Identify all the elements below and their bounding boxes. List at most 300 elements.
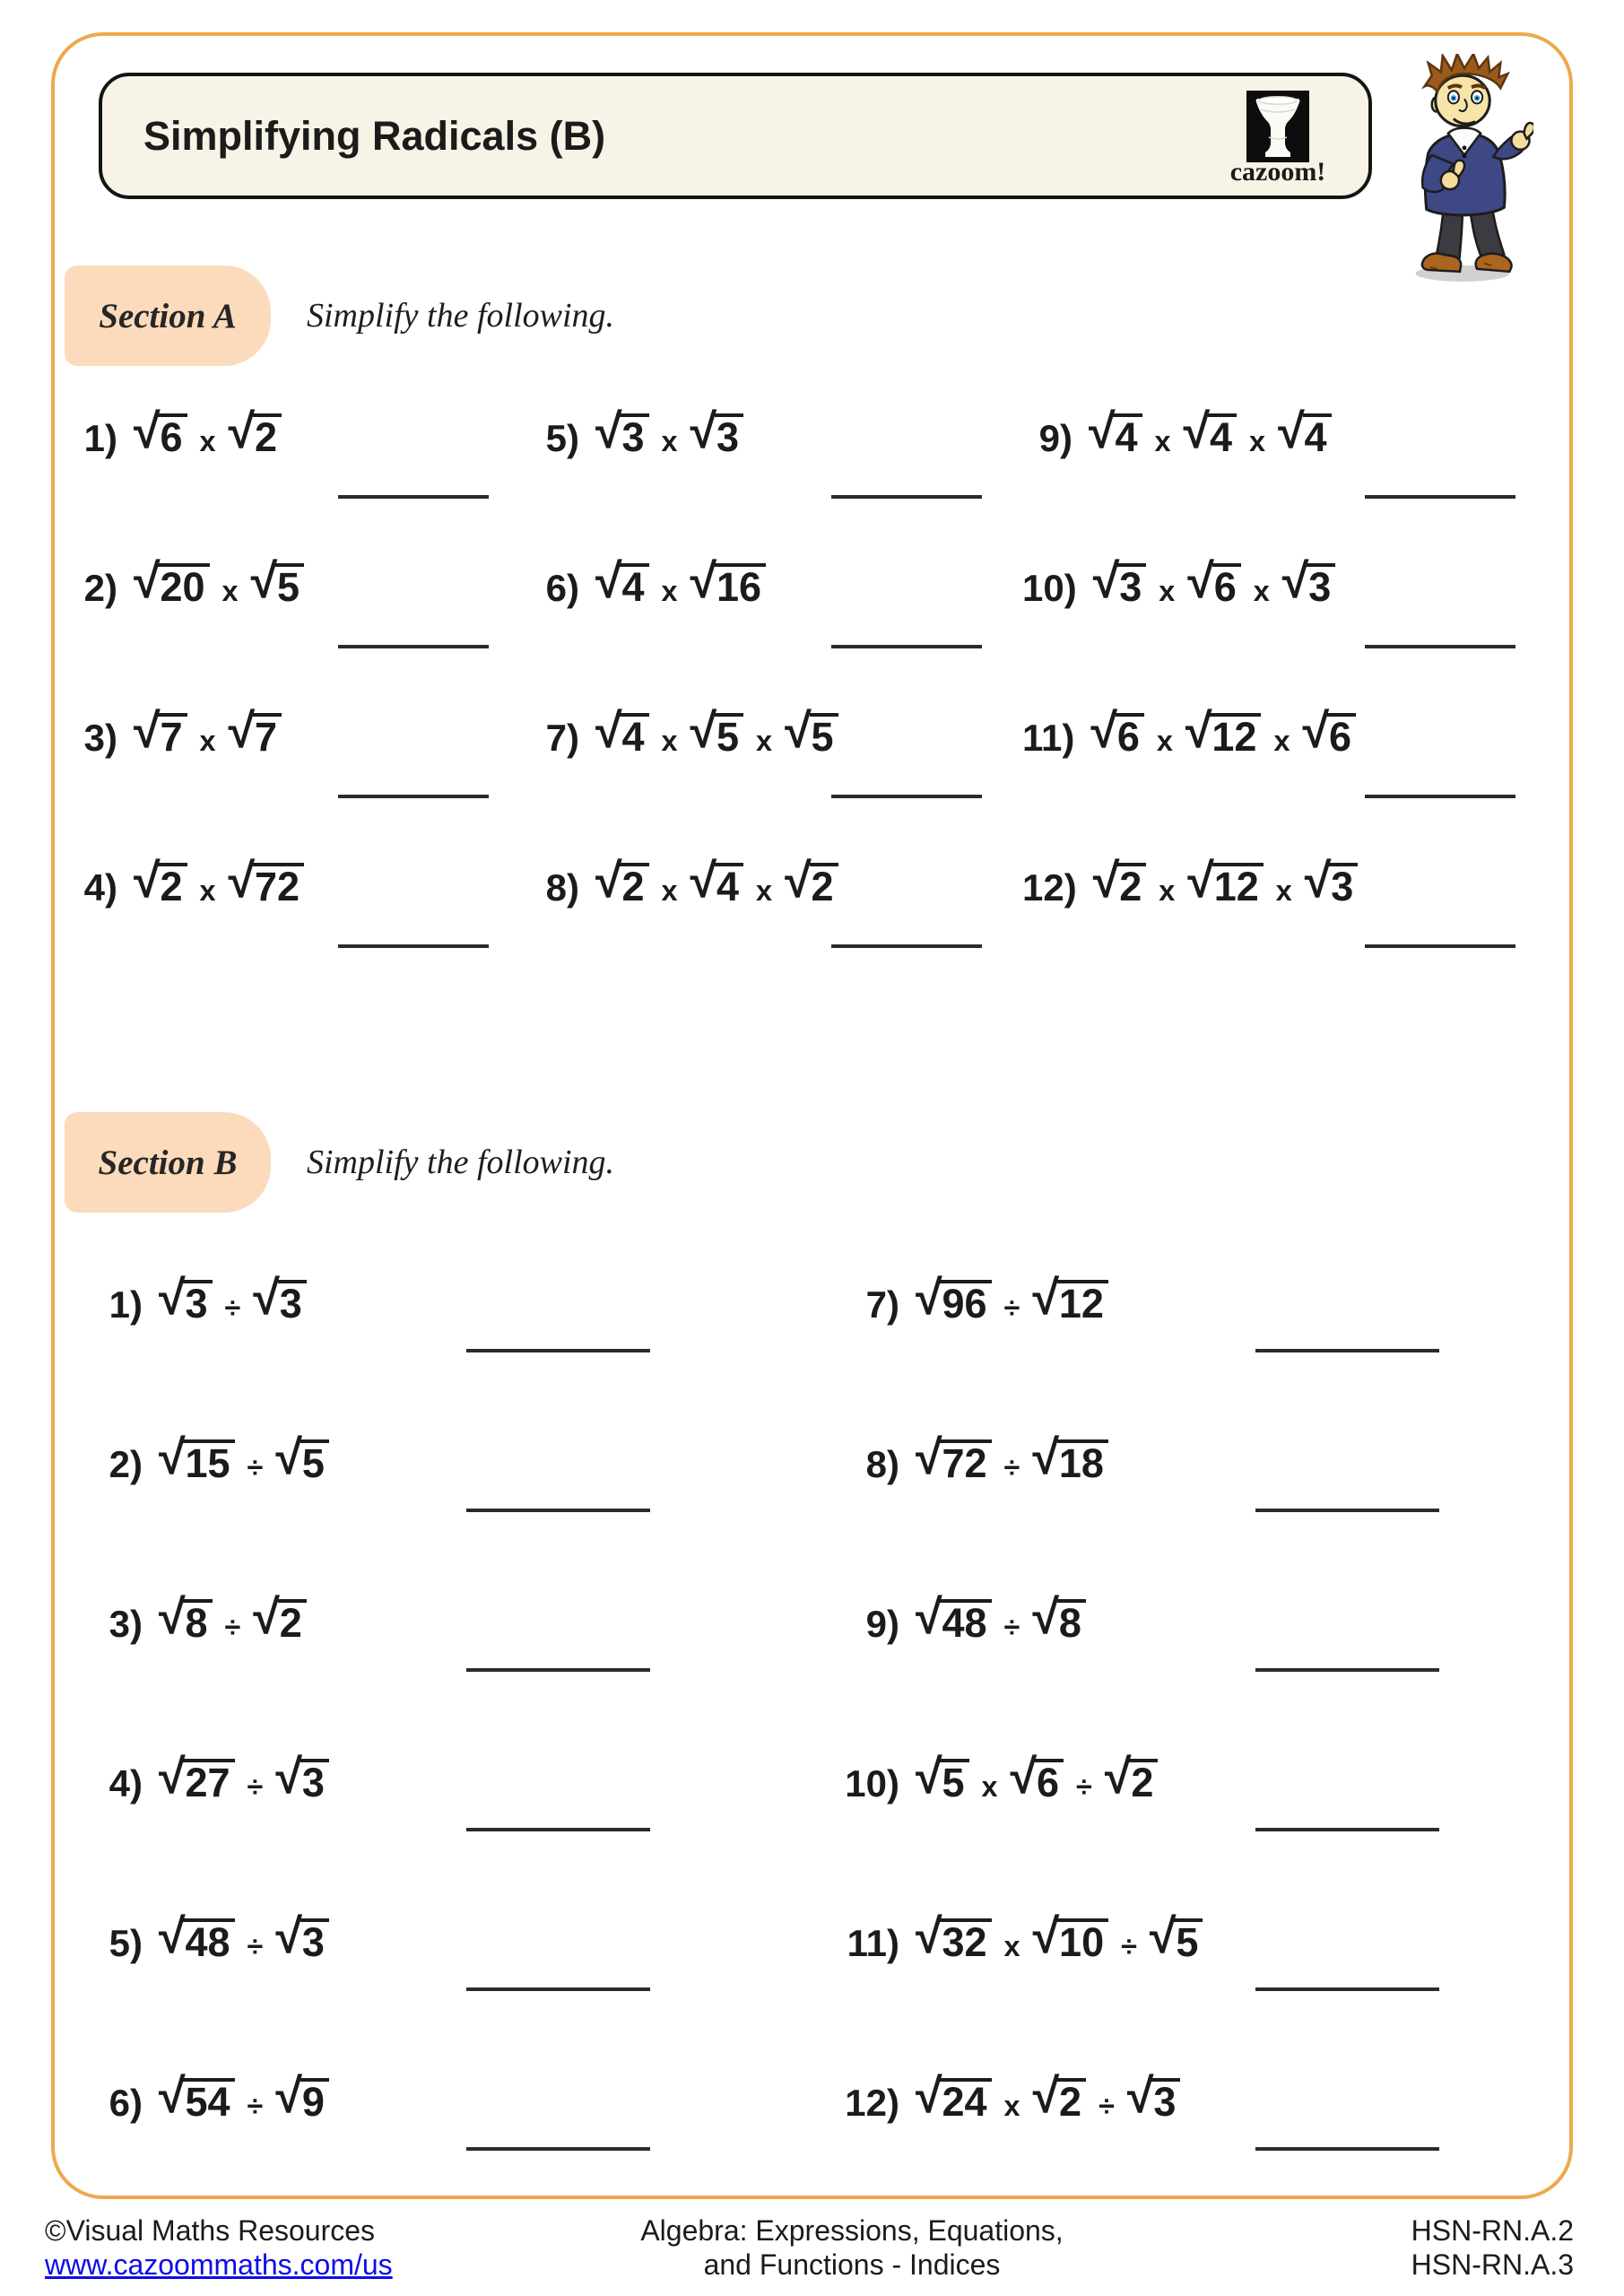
radicand: 6	[1035, 1759, 1064, 1803]
divide-operator: ÷	[247, 1770, 264, 1803]
problem-statement	[103, 1272, 812, 1326]
problem-expression	[595, 404, 743, 460]
problems-column	[67, 405, 529, 1004]
radicand: 6	[158, 413, 187, 457]
answer-line[interactable]	[1365, 645, 1515, 648]
radical-term	[1302, 703, 1356, 760]
problem-number: 7)	[865, 1283, 899, 1326]
radical-term	[228, 703, 282, 760]
radical-term	[159, 1909, 235, 1965]
radical-sign-icon: √	[134, 853, 161, 908]
multiply-operator: x	[1156, 725, 1173, 757]
problem-expression	[916, 1270, 1108, 1326]
multiply-operator: x	[199, 725, 216, 757]
radical-term	[916, 1270, 992, 1326]
standard-code-2: HSN-RN.A.3	[1411, 2248, 1574, 2281]
radical-sign-icon: √	[916, 1909, 942, 1963]
radicand: 4	[1208, 413, 1237, 457]
radical-sign-icon: √	[1089, 404, 1116, 458]
radical-sign-icon: √	[690, 553, 717, 608]
radicand: 2	[1129, 1759, 1158, 1803]
multiply-operator: x	[1253, 575, 1270, 607]
multiply-operator: x	[661, 575, 678, 607]
section-a-problems	[67, 405, 1556, 1004]
multiply-operator: x	[661, 725, 678, 757]
problem-number: 6)	[545, 567, 579, 609]
problem-expression	[1092, 553, 1336, 610]
radical-sign-icon: √	[1092, 553, 1120, 608]
radicand: 2	[620, 863, 648, 907]
radical-sign-icon: √	[1032, 1430, 1059, 1484]
radical-term	[595, 703, 649, 760]
answer-line[interactable]	[1255, 1509, 1439, 1512]
problem	[812, 2070, 1556, 2230]
problem-expression	[1089, 404, 1332, 460]
radical-term	[1032, 2068, 1087, 2125]
problem-number: 9)	[1038, 417, 1073, 459]
divide-operator: ÷	[224, 1292, 241, 1324]
problem	[812, 1591, 1556, 1751]
radical-term	[690, 404, 744, 460]
radical-term	[1032, 1589, 1086, 1646]
radicand: 2	[158, 863, 187, 907]
radicand: 5	[715, 713, 743, 757]
radical-sign-icon: √	[916, 1589, 942, 1644]
radicand: 2	[1117, 863, 1146, 907]
problem-number: 11)	[1022, 717, 1075, 759]
problem-expression	[159, 2068, 329, 2125]
radical-term	[690, 853, 744, 909]
multiply-operator: x	[756, 725, 773, 757]
radicand: 72	[940, 1439, 991, 1483]
problem	[103, 1272, 812, 1431]
radical-sign-icon: √	[1032, 1909, 1060, 1963]
radical-term	[228, 853, 305, 909]
radical-term	[1104, 1749, 1159, 1805]
radical-term	[275, 1909, 329, 1965]
problem	[1022, 555, 1556, 705]
problems-column	[529, 405, 1022, 1004]
problem-expression	[159, 1589, 307, 1646]
radical-sign-icon: √	[134, 703, 161, 758]
radicand: 2	[810, 863, 838, 907]
radical-term	[250, 553, 305, 610]
problem-statement	[1022, 855, 1556, 909]
radicand: 9	[300, 2078, 329, 2122]
radical-sign-icon: √	[1032, 1589, 1059, 1644]
problem-number: 12)	[845, 2082, 899, 2124]
multiply-operator: x	[1003, 2090, 1020, 2122]
radical-term	[1032, 1909, 1109, 1965]
radical-term	[916, 2068, 992, 2125]
radical-sign-icon: √	[1304, 853, 1332, 908]
problem-statement	[67, 405, 529, 460]
radical-term	[916, 1909, 992, 1965]
problem	[103, 1591, 812, 1751]
radicand: 54	[183, 2078, 234, 2122]
radical-sign-icon: √	[690, 404, 717, 458]
radicand: 7	[253, 713, 282, 757]
answer-line[interactable]	[1255, 1668, 1439, 1672]
answer-line[interactable]	[1255, 1349, 1439, 1352]
problem-statement	[103, 2070, 812, 2125]
radical-term	[1185, 703, 1262, 760]
radical-sign-icon: √	[916, 1430, 942, 1484]
problem-number: 7)	[545, 717, 579, 759]
problem-number: 4)	[109, 1762, 143, 1805]
radical-term	[275, 1749, 329, 1805]
radical-sign-icon: √	[916, 2068, 942, 2123]
problem	[67, 555, 529, 705]
radicand: 15	[183, 1439, 234, 1483]
radicand: 3	[1151, 2078, 1180, 2122]
problem	[1022, 705, 1556, 855]
radical-sign-icon: √	[1302, 703, 1330, 758]
problem-expression	[595, 553, 766, 610]
radicand: 5	[810, 713, 838, 757]
radical-sign-icon: √	[159, 1909, 186, 1963]
problem-statement	[103, 1431, 812, 1486]
multiply-operator: x	[221, 575, 239, 607]
radicand: 3	[1117, 563, 1146, 607]
radical-sign-icon: √	[275, 1749, 302, 1804]
radicand: 12	[1212, 863, 1264, 907]
problem-statement	[812, 2070, 1556, 2125]
radicand: 8	[1057, 1599, 1086, 1643]
radical-sign-icon: √	[1187, 853, 1214, 908]
answer-line[interactable]	[1255, 1987, 1439, 1991]
radical-sign-icon: √	[1010, 1749, 1038, 1804]
problem	[812, 1272, 1556, 1431]
answer-line[interactable]	[1365, 944, 1515, 948]
radical-term	[253, 1270, 307, 1326]
radical-term	[253, 1589, 307, 1646]
answer-line[interactable]	[338, 795, 489, 798]
radical-term	[1187, 853, 1264, 909]
problem-expression	[159, 1270, 307, 1326]
multiply-operator: x	[661, 425, 678, 457]
answer-line[interactable]	[831, 944, 982, 948]
divide-operator: ÷	[1121, 1930, 1137, 1962]
radical-term	[1187, 553, 1241, 610]
radicand: 8	[183, 1599, 212, 1643]
problem-number: 2)	[109, 1443, 143, 1485]
radical-sign-icon: √	[159, 1270, 186, 1325]
radical-term	[159, 2068, 235, 2125]
multiply-operator: x	[199, 425, 216, 457]
radicand: 10	[1057, 1918, 1108, 1962]
radical-sign-icon: √	[253, 1270, 280, 1325]
problem-statement	[103, 1591, 812, 1646]
radical-term	[228, 404, 282, 460]
problem	[67, 855, 529, 1004]
radical-sign-icon: √	[159, 1749, 186, 1804]
section-b-badge: Section B	[65, 1112, 271, 1213]
radical-term	[595, 853, 649, 909]
topic-line-2: and Functions - Indices	[703, 2248, 1001, 2281]
radicand: 3	[620, 413, 648, 457]
problem-statement	[1022, 405, 1556, 460]
radical-term	[1281, 553, 1336, 610]
radical-term	[1304, 853, 1359, 909]
radicand: 32	[940, 1918, 991, 1962]
radical-term	[1010, 1749, 1064, 1805]
problem-statement	[67, 855, 529, 909]
problems-column	[812, 1272, 1556, 2230]
answer-line[interactable]	[466, 1509, 650, 1512]
radical-term	[595, 553, 649, 610]
radical-sign-icon: √	[1104, 1749, 1132, 1804]
answer-line[interactable]	[338, 944, 489, 948]
problem-statement	[812, 1272, 1556, 1326]
radicand: 24	[940, 2078, 991, 2122]
divide-operator: ÷	[247, 1930, 264, 1962]
problem	[67, 705, 529, 855]
radical-sign-icon: √	[228, 404, 256, 458]
radical-sign-icon: √	[1185, 703, 1212, 758]
problem-statement	[529, 855, 1022, 909]
radical-term	[1032, 1270, 1108, 1326]
divide-operator: ÷	[247, 1451, 264, 1483]
answer-line[interactable]	[831, 645, 982, 648]
radical-sign-icon: √	[785, 703, 812, 758]
problem-statement	[1022, 705, 1556, 760]
problems-column	[1022, 405, 1556, 1004]
mascot-boy-thumbs-up	[1397, 54, 1533, 289]
problem-statement	[812, 1591, 1556, 1646]
multiply-operator: x	[1275, 874, 1292, 907]
answer-line[interactable]	[466, 1349, 650, 1352]
radical-term	[1126, 2068, 1181, 2125]
radical-term	[785, 703, 838, 760]
problems-column	[103, 1272, 812, 2230]
problem-statement	[67, 705, 529, 760]
radicand: 4	[620, 713, 648, 757]
radicand: 16	[715, 563, 766, 607]
radical-sign-icon: √	[916, 1749, 942, 1804]
section-b-instruction: Simplify the following.	[307, 1144, 615, 1181]
radical-sign-icon: √	[250, 553, 278, 608]
radical-term	[1089, 404, 1142, 460]
divide-operator: ÷	[224, 1611, 241, 1643]
problem-statement	[529, 405, 1022, 460]
multiply-operator: x	[1154, 425, 1171, 457]
problem-expression	[916, 1749, 1158, 1805]
radicand: 3	[278, 1280, 307, 1324]
radical-term	[595, 404, 649, 460]
radical-sign-icon: √	[159, 1430, 186, 1484]
problem-number: 6)	[109, 2082, 143, 2124]
answer-line[interactable]	[1255, 2147, 1439, 2151]
answer-line[interactable]	[466, 2147, 650, 2151]
problem-number: 4)	[83, 866, 117, 909]
radical-sign-icon: √	[1281, 553, 1309, 608]
radical-term	[1183, 404, 1238, 460]
radical-sign-icon: √	[916, 1270, 942, 1325]
radical-term	[159, 1749, 235, 1805]
answer-line[interactable]	[831, 495, 982, 499]
footer-topic-block	[628, 2213, 1076, 2282]
radical-term	[690, 703, 744, 760]
problem	[812, 1910, 1556, 2070]
problem-expression	[916, 2068, 1180, 2125]
problem-number: 1)	[109, 1283, 143, 1326]
problem	[529, 405, 1022, 555]
radical-sign-icon: √	[1032, 1270, 1059, 1325]
problem	[1022, 855, 1556, 1004]
problem-statement	[529, 555, 1022, 610]
radical-sign-icon: √	[1032, 2068, 1060, 2123]
radical-term	[1278, 404, 1332, 460]
radical-term	[690, 553, 767, 610]
problem	[103, 2070, 812, 2230]
problem-statement	[1022, 555, 1556, 610]
radical-term	[134, 703, 187, 760]
problem-number: 1)	[83, 417, 117, 459]
cazoom-logo	[1214, 91, 1342, 186]
problem-number: 5)	[545, 417, 579, 459]
problem-expression	[916, 1909, 1203, 1965]
problem-statement	[103, 1751, 812, 1805]
radical-sign-icon: √	[159, 1589, 186, 1644]
problem-expression	[134, 404, 282, 460]
radical-term	[1032, 1430, 1108, 1486]
answer-line[interactable]	[1365, 495, 1515, 499]
multiply-operator: x	[199, 874, 216, 907]
worksheet-title: Simplifying Radicals (B)	[143, 112, 606, 159]
radical-sign-icon: √	[253, 1589, 280, 1644]
multiply-operator: x	[1003, 1930, 1020, 1962]
radical-sign-icon: √	[1092, 853, 1120, 908]
answer-line[interactable]	[338, 645, 489, 648]
radical-sign-icon: √	[275, 2068, 302, 2123]
radical-term	[159, 1430, 235, 1486]
radicand: 6	[1212, 563, 1241, 607]
multiply-operator: x	[1249, 425, 1266, 457]
radicand: 3	[300, 1759, 329, 1803]
radicand: 3	[183, 1280, 212, 1324]
problem-number: 10)	[845, 1762, 899, 1805]
radicand: 96	[940, 1280, 991, 1324]
problem-number: 5)	[109, 1922, 143, 1964]
multiply-operator: x	[661, 874, 678, 907]
radicand: 12	[1057, 1280, 1108, 1324]
website-link[interactable]: www.cazoommaths.com/us	[45, 2248, 393, 2281]
problem-expression	[1090, 703, 1356, 760]
radical-sign-icon: √	[275, 1430, 302, 1484]
footer-copyright-block	[45, 2213, 393, 2282]
radicand: 12	[1210, 713, 1261, 757]
radicand: 4	[715, 863, 743, 907]
radicand: 5	[1174, 1918, 1203, 1962]
problem-number: 2)	[83, 567, 117, 609]
radicand: 5	[940, 1759, 968, 1803]
problem-expression	[134, 553, 304, 610]
problem-statement	[812, 1431, 1556, 1486]
problem	[67, 405, 529, 555]
problem-number: 9)	[865, 1603, 899, 1645]
radicand: 3	[715, 413, 743, 457]
radicand: 18	[1057, 1439, 1108, 1483]
problem	[529, 705, 1022, 855]
radicand: 4	[1303, 413, 1332, 457]
brand-wordmark: cazoom!	[1229, 157, 1326, 187]
problem-statement	[67, 555, 529, 610]
problem-expression	[159, 1430, 329, 1486]
radicand: 5	[300, 1439, 329, 1483]
radical-term	[916, 1589, 992, 1646]
problem-statement	[812, 1751, 1556, 1805]
problem	[103, 1910, 812, 2070]
problem-number: 3)	[109, 1603, 143, 1645]
problem-expression	[134, 853, 304, 909]
answer-line[interactable]	[831, 795, 982, 798]
answer-line[interactable]	[466, 1828, 650, 1831]
problem-statement	[529, 705, 1022, 760]
radical-sign-icon: √	[690, 853, 717, 908]
problem	[529, 555, 1022, 705]
radicand: 4	[1113, 413, 1142, 457]
problem-statement	[103, 1910, 812, 1965]
divide-operator: ÷	[1003, 1451, 1020, 1483]
radical-sign-icon: √	[595, 853, 622, 908]
divide-operator: ÷	[1003, 1292, 1020, 1324]
radicand: 72	[253, 863, 304, 907]
radical-term	[159, 1589, 213, 1646]
problem-expression	[159, 1909, 329, 1965]
radical-sign-icon: √	[228, 853, 256, 908]
problem-statement	[812, 1910, 1556, 1965]
radical-sign-icon: √	[1126, 2068, 1154, 2123]
radicand: 2	[253, 413, 282, 457]
problem	[812, 1431, 1556, 1591]
answer-line[interactable]	[1365, 795, 1515, 798]
radicand: 4	[620, 563, 648, 607]
answer-line[interactable]	[338, 495, 489, 499]
answer-line[interactable]	[1255, 1828, 1439, 1831]
radical-term	[1092, 553, 1147, 610]
problem-number: 3)	[83, 717, 117, 759]
radical-term	[134, 404, 187, 460]
section-a-instruction: Simplify the following.	[307, 297, 615, 335]
radicand: 48	[940, 1599, 991, 1643]
standard-code-1: HSN-RN.A.2	[1411, 2214, 1574, 2247]
radical-term	[275, 2068, 329, 2125]
radical-term	[134, 553, 210, 610]
radical-sign-icon: √	[134, 553, 161, 608]
radical-term	[785, 853, 838, 909]
answer-line[interactable]	[466, 1668, 650, 1672]
radical-sign-icon: √	[1183, 404, 1211, 458]
problem-expression	[595, 703, 838, 760]
problem-number: 8)	[545, 866, 579, 909]
radical-sign-icon: √	[1278, 404, 1305, 458]
radical-term	[1090, 703, 1144, 760]
divide-operator: ÷	[1076, 1770, 1092, 1803]
radicand: 2	[278, 1599, 307, 1643]
multiply-operator: x	[1159, 874, 1176, 907]
radical-sign-icon: √	[595, 703, 622, 758]
radicand: 6	[1327, 713, 1356, 757]
radical-sign-icon: √	[595, 553, 622, 608]
answer-line[interactable]	[466, 1987, 650, 1991]
radical-term	[159, 1270, 213, 1326]
problem-expression	[1092, 853, 1359, 909]
problem-expression	[916, 1589, 1086, 1646]
radicand: 7	[158, 713, 187, 757]
radical-sign-icon: √	[1149, 1909, 1177, 1963]
problem-number: 12)	[1022, 866, 1077, 909]
